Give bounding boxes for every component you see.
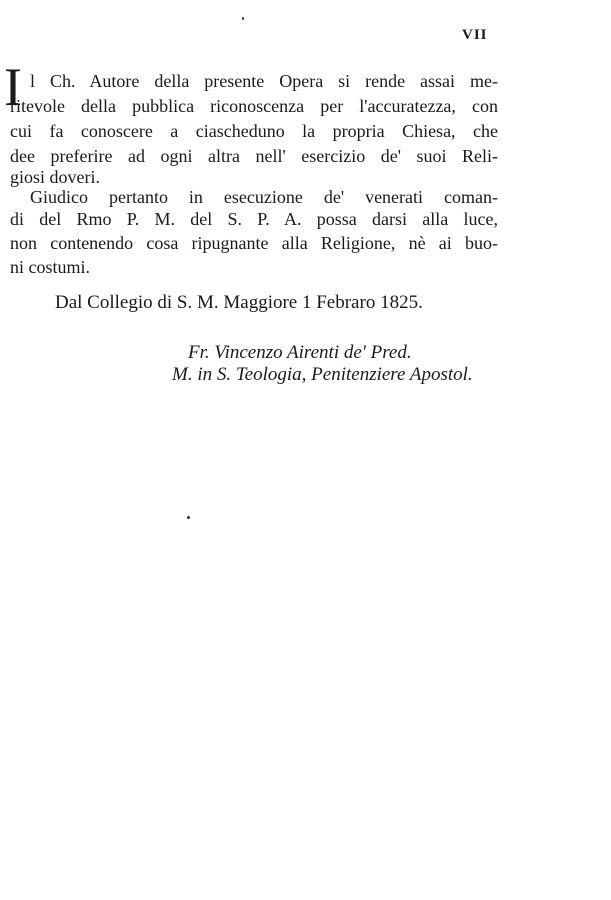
page-number: VII [462,27,488,43]
text-line: cui fa conoscere a ciascheduno la propria Chiesa, che [10,121,498,141]
text-line: ni costumi. [10,257,90,277]
paper-speck [187,516,190,519]
text-line: dee preferire ad ogni altra nell' esercizio de' suoi Reli- [10,146,498,166]
drop-cap: I [4,57,22,117]
text-line: giosi doveri. [10,167,100,187]
signature-name: Fr. Vincenzo Airenti de' Pred. [188,342,412,363]
paper-speck [242,17,244,20]
text-line: Giudico pertanto in esecuzione de' venerati coman- [30,187,498,207]
text-line: di del Rmo P. M. del S. P. A. possa darsi alla luce, [10,209,498,229]
text-line: non contenendo cosa ripugnante alla Religione, nè ai buo- [10,233,498,253]
date-line: Dal Collegio di S. M. Maggiore 1 Febraro 1825. [55,292,423,313]
text-line: ritevole della pubblica riconoscenza per l'accuratezza, con [10,96,498,116]
text-line: l Ch. Autore della presente Opera si rende assai me- [30,71,498,91]
signature-title: M. in S. Teologia, Penitenziere Apostol. [172,364,473,385]
